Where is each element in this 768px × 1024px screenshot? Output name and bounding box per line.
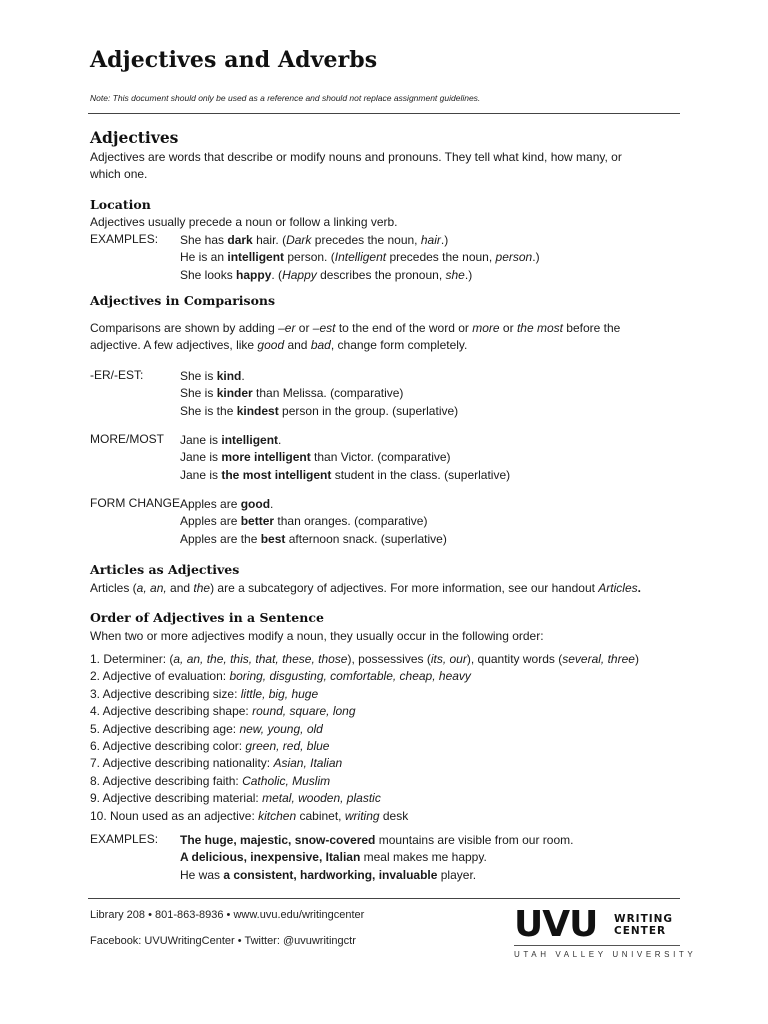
order-example-1: The huge, majestic, snow-covered mountains are visible from our room. (180, 833, 574, 847)
footer-social: Facebook: UVUWritingCenter • Twitter: @uvuwritingctr (90, 935, 356, 947)
order-example-3: He was a consistent, hardworking, invaluable player. (180, 867, 477, 882)
comparisons-heading: Adjectives in Comparisons (90, 293, 276, 308)
order-list (90, 651, 639, 825)
logo-divider (514, 945, 680, 946)
list-item: 7. Adjective describing nationality: Asian, Italian (90, 756, 343, 771)
comparisons-intro: Comparisons are shown by adding –er or –est to the end of the word or more or the most before the adjective. A few adjectives, like good and bad, change form completely. (90, 321, 621, 353)
er-est-examples (180, 368, 458, 420)
location-example-2: He is an intelligent person. (Intelligent precedes the noun, person.) (180, 250, 540, 265)
order-intro: When two or more adjectives modify a noun, they usually occur in the following order: (90, 629, 544, 643)
list-item: 10. Noun used as an adjective: kitchen cabinet, writing desk (90, 808, 409, 823)
location-examples (180, 232, 540, 284)
list-item: 1. Determiner: (a, an, the, this, that, these, those), possessives (its, our), quantity words (several, three) (90, 652, 639, 666)
form-example-3: Apples are the best afternoon snack. (superlative) (180, 531, 447, 546)
location-example-3: She looks happy. (Happy describes the pronoun, she.) (180, 267, 473, 282)
more-most-examples (180, 432, 510, 484)
university-name: UTAH VALLEY UNIVERSITY (514, 950, 697, 959)
er-example-1: She is kind. (180, 369, 245, 383)
order-heading: Order of Adjectives in a Sentence (90, 610, 324, 625)
articles-text: Articles (a, an, and the) are a subcategory of adjectives. For more information, see our handout Articles. (90, 581, 641, 595)
footer-divider (88, 898, 680, 899)
adjectives-intro: Adjectives are words that describe or modify nouns and pronouns. They tell what kind, how many, or which one. (90, 150, 622, 182)
order-examples (180, 832, 573, 884)
footer-contact: Library 208 • 801-863-8936 • www.uvu.edu/writingcenter (90, 909, 365, 921)
er-example-2: She is kinder than Melissa. (comparative) (180, 386, 404, 401)
page-title: Adjectives and Adverbs (90, 47, 378, 73)
location-text: Adjectives usually precede a noun or follow a linking verb. (90, 215, 398, 229)
form-change-label: FORM CHANGE (90, 496, 180, 510)
form-example-2: Apples are better than oranges. (comparative) (180, 514, 428, 529)
header-divider (88, 113, 680, 114)
reference-note: Note: This document should only be used as a reference and should not replace assignment guidelines. (90, 93, 481, 103)
list-item: 9. Adjective describing material: metal, wooden, plastic (90, 791, 381, 806)
list-item: 5. Adjective describing age: new, young, old (90, 721, 323, 736)
uvu-logo-mark: UVU (514, 904, 598, 945)
location-heading: Location (90, 197, 151, 212)
articles-heading: Articles as Adjectives (90, 562, 240, 577)
more-example-2: Jane is more intelligent than Victor. (comparative) (180, 450, 451, 465)
form-change-examples (180, 496, 447, 548)
order-examples-label: EXAMPLES: (90, 832, 159, 846)
writing-center-wordmark: WRITING CENTER (614, 913, 674, 937)
list-item: 3. Adjective describing size: little, big, huge (90, 686, 319, 701)
er-est-label: -ER/-EST: (90, 368, 144, 382)
more-example-1: Jane is intelligent. (180, 433, 282, 447)
location-example-1: She has dark hair. (Dark precedes the noun, hair.) (180, 233, 449, 247)
order-example-2: A delicious, inexpensive, Italian meal makes me happy. (180, 850, 487, 865)
uvu-writing-center-logo (514, 904, 697, 963)
adjectives-heading: Adjectives (90, 128, 179, 147)
more-most-label: MORE/MOST (90, 432, 164, 446)
list-item: 6. Adjective describing color: green, red, blue (90, 738, 330, 753)
list-item: 4. Adjective describing shape: round, square, long (90, 704, 356, 719)
list-item: 2. Adjective of evaluation: boring, disgusting, comfortable, cheap, heavy (90, 669, 471, 684)
more-example-3: Jane is the most intelligent student in the class. (superlative) (180, 467, 511, 482)
list-item: 8. Adjective describing faith: Catholic, Muslim (90, 773, 331, 788)
er-example-3: She is the kindest person in the group. (superlative) (180, 403, 459, 418)
form-example-1: Apples are good. (180, 497, 274, 511)
location-examples-label: EXAMPLES: (90, 232, 159, 246)
